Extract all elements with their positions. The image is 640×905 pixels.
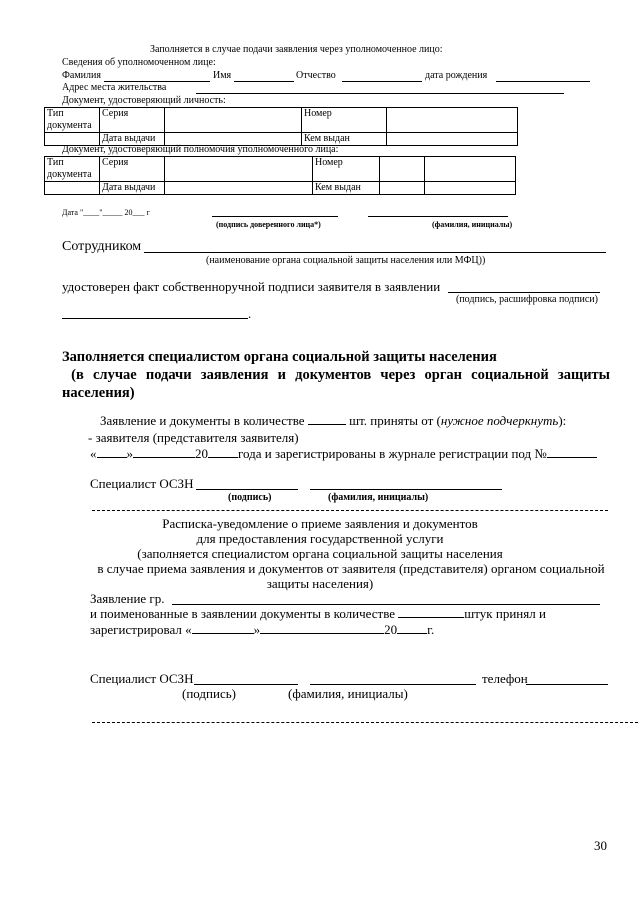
receipt-reg-line: зарегистрировал « » 20 г. <box>90 622 435 637</box>
name-label: Имя <box>213 70 232 81</box>
receipt-name-caption: (фамилия, инициалы) <box>288 686 408 701</box>
bottom-cut-line <box>92 722 638 723</box>
receipt-signature-field[interactable] <box>194 684 298 685</box>
employee-org-caption: (наименование органа социальной защиты населения или МФЦ)) <box>206 255 486 266</box>
table-cell: Тип документа <box>45 157 100 182</box>
specialist-ozsn-label: Специалист ОСЗН <box>90 476 194 491</box>
dob-label: дата рождения <box>425 70 488 81</box>
receipt-application-label: Заявление гр. <box>90 591 165 606</box>
table-cell: Дата выдачи <box>100 133 165 146</box>
table-cell[interactable] <box>380 182 425 195</box>
dob-field[interactable] <box>496 81 590 82</box>
proxy-name-caption: (фамилия, инициалы) <box>432 220 513 229</box>
receipt-docs-line: и поименованные в заявлении документы в количестве штук принял и <box>90 606 546 621</box>
proxy-signature-field[interactable] <box>212 216 338 217</box>
receipt-signature-caption: (подпись) <box>182 686 236 701</box>
receipt-title-3: (заполняется специалистом органа социальной защиты населения <box>137 546 503 561</box>
table-cell[interactable] <box>425 157 516 182</box>
address-field[interactable] <box>196 93 564 94</box>
receipt-title-5: защиты населения) <box>266 576 374 591</box>
employee-org-field[interactable] <box>144 252 606 253</box>
certified-extra-field[interactable] <box>62 318 248 319</box>
receipt-name-field[interactable] <box>310 684 476 685</box>
table-cell: Тип документа <box>45 108 100 133</box>
receipt-phone-label: телефон <box>482 671 528 686</box>
specialist-signature-field[interactable] <box>196 489 298 490</box>
receipt-phone-field[interactable] <box>526 684 608 685</box>
table-cell: Номер <box>313 157 380 182</box>
name-field[interactable] <box>234 81 294 82</box>
authority-doc-table <box>44 156 516 195</box>
table-cell: Серия <box>100 157 165 182</box>
specialist-line-2: - заявителя (представителя заявителя) <box>88 430 299 445</box>
table-cell[interactable] <box>165 182 313 195</box>
id-doc-label: Документ, удостоверяющий личность: <box>62 95 226 106</box>
id-doc-table <box>44 107 518 146</box>
specialist-name-caption: (фамилия, инициалы) <box>328 492 429 503</box>
table-cell[interactable] <box>387 133 518 146</box>
table-cell: Дата выдачи <box>100 182 165 195</box>
specialist-line-3: « » 20 года и зарегистрированы в журнале регистрации под № <box>90 446 597 462</box>
table-cell: Серия <box>100 108 165 133</box>
table-cell[interactable] <box>165 108 302 133</box>
table-cell: Кем выдан <box>313 182 380 195</box>
proxy-name-field[interactable] <box>368 216 508 217</box>
table-cell: Кем выдан <box>302 133 387 146</box>
receipt-title-2: для предоставления государственной услуги <box>196 531 444 546</box>
patronymic-label: Отчество <box>296 70 336 81</box>
receipt-ozsn-label: Специалист ОСЗН <box>90 671 194 686</box>
table-cell[interactable] <box>425 182 516 195</box>
certified-signature-field[interactable] <box>448 292 600 293</box>
specialist-heading-2: (в случае подачи заявления и документов через орган социальной защиты <box>62 367 610 383</box>
proxy-info-label: Сведения об уполномоченном лице: <box>62 57 216 68</box>
specialist-signature-caption: (подпись) <box>228 492 272 503</box>
receipt-title-1: Расписка-уведомление о приеме заявления и документов <box>162 516 478 531</box>
specialist-name-field[interactable] <box>310 489 502 490</box>
receipt-title-4: в случае приема заявления и документов от заявителя (представителя) органом социальной <box>97 561 605 576</box>
surname-label: Фамилия <box>62 70 101 81</box>
employee-label: Сотрудником <box>62 239 142 254</box>
cut-line <box>92 510 608 511</box>
table-cell[interactable] <box>380 157 425 182</box>
authority-doc-label: Документ, удостоверяющий полномочия уполномоченного лица: <box>62 144 339 155</box>
proxy-signature-caption: (подпись доверенного лица*) <box>216 220 321 229</box>
page-number: 30 <box>594 838 607 853</box>
specialist-heading-3: населения) <box>62 385 135 401</box>
patronymic-field[interactable] <box>342 81 422 82</box>
proxy-header: Заполняется в случае подачи заявления через уполномоченное лицо: <box>150 44 443 55</box>
specialist-heading-1: Заполняется специалистом органа социальной защиты населения <box>62 349 497 365</box>
address-label: Адрес места жительства <box>62 82 167 93</box>
certified-signature-caption: (подпись, расшифровка подписи) <box>456 294 598 305</box>
date-line: Дата "____"_____ 20___ г <box>62 208 150 217</box>
table-cell[interactable] <box>387 108 518 133</box>
receipt-application-field[interactable] <box>172 604 600 605</box>
table-cell[interactable] <box>165 157 313 182</box>
specialist-line-1: Заявление и документы в количестве шт. приняты от (нужное подчеркнуть): <box>100 413 567 428</box>
certified-end-dot: . <box>248 306 252 321</box>
table-cell[interactable] <box>45 182 100 195</box>
table-cell: Номер <box>302 108 387 133</box>
certified-text: удостоверен факт собственноручной подписи заявителя в заявлении <box>62 279 441 294</box>
